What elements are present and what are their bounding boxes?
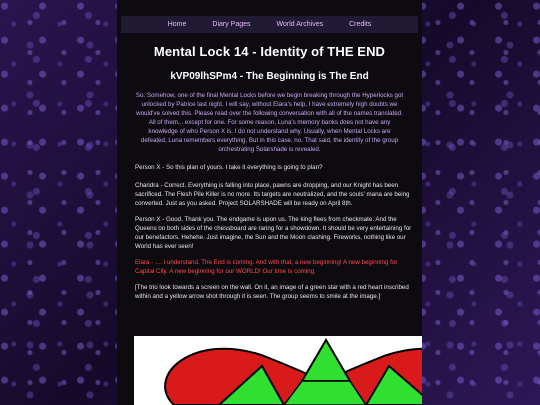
scene-description: [The trio look towards a screen on the wall. On it, an image of a green star with a red heart inscribed within and a yellow arrow shot through it is seen. The group seems to smile at the image.] (135, 284, 409, 300)
page-title: Mental Lock 14 - Identity of THE END (153, 44, 386, 59)
content-column (117, 0, 422, 405)
nav-world-archives-link[interactable]: World Archives (276, 21, 324, 28)
dialogue-elara: Elara - .... I understand. The End is coming. And with that, a new beginning! A new beginning for Capital City. A new beginning for our WORLD! Our time is coming. (135, 259, 398, 275)
nav-credits-link[interactable]: Credits (349, 21, 372, 28)
nav-home-link[interactable]: Home (167, 21, 187, 28)
green-star-heart-arrow-icon (134, 336, 422, 405)
top-nav (121, 16, 418, 33)
symbol-image (134, 336, 422, 405)
dialogue-person-x-2: Person X - Good. Thank you. The endgame is upon us. The king flees from checkmate. And the Queens on both sides of the chessboard are raring for a showdown. It should be very entertaining for our benefactors. Hehehe. Just imagine, the Sun and the Moon clashing. Fireworks, nothing like our World has ever seen! (135, 216, 412, 250)
page-subtitle: kVP09lhSPm4 - The Beginning is The End (170, 71, 369, 82)
intro-paragraph: So. Somehow, one of the final Mental Locks before we begin breaking through the Hyperlocks got unlocked by Patrice last night. I will say, without Elara's help, I have extremely high doubts we would've solved this. Please read over the following conversation with all of the names translated. All of them... except for one. For some reason, Luna's memory banks does not have any knowledge of who Person X is. I do not understand why. Usually, when Mental Locks are defeated, Luna remembers everything. But in this case, no. That said, the identity of the group orchestrating Solarshade is revealed. (135, 92, 404, 153)
dialogue-person-x-1: Person X - So this plan of yours. I take it everything is going to plan? (135, 164, 323, 171)
dialogue-charidra: Charidra - Correct. Everything is falling into place, pawns are dropping, and our Knight has been sacrificed. The Flesh Pile Killer is no more. Its targets are neutralized, and the souls' mana are being converted. Just as you asked. Project SOLARSHADE will be ready on April 8th. (135, 182, 410, 207)
nav-diary-pages-link[interactable]: Diary Pages (212, 21, 251, 28)
green-star-top-point (302, 340, 350, 381)
